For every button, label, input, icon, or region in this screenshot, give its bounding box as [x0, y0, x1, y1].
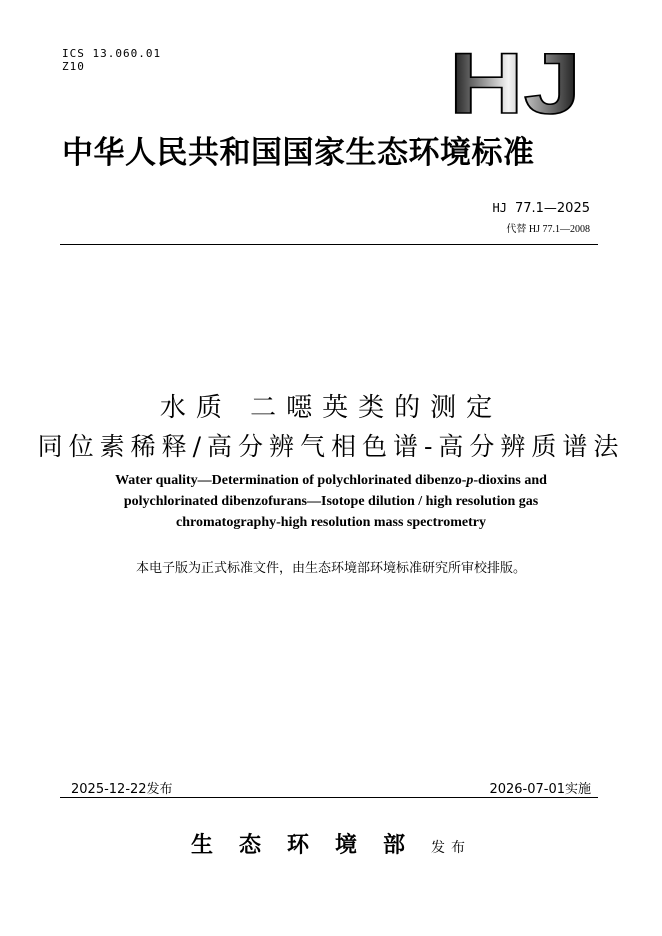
english-title-line-2: polychlorinated dibenzofurans—Isotope dilution / high resolution gas	[123, 494, 539, 509]
chinese-title-line-1: 水质 二噁英类的测定	[159, 393, 503, 423]
implementation-date: 2026-07-01实施	[489, 782, 591, 797]
hj-logo	[448, 48, 582, 118]
english-title	[70, 470, 592, 533]
electronic-edition-note: 本电子版为正式标准文件，由生态环境部环境标准研究所审校排版。	[135, 561, 526, 576]
chinese-title-line-2: 同位素稀释/高分辨气相色谱-高分辨质谱法	[37, 432, 625, 461]
ics-classification	[62, 47, 161, 73]
standard-prefix: HJ	[492, 201, 507, 215]
issue-date: 2025-12-22发布	[71, 782, 173, 797]
logo-text: HJ	[449, 48, 581, 118]
issuing-authority	[0, 828, 662, 859]
standard-category-title: 中华人民共和国国家生态环境标准	[62, 135, 535, 171]
ccs-code: Z10	[62, 60, 85, 73]
issuer-action: 发布	[431, 840, 471, 856]
bottom-divider	[60, 797, 598, 798]
replaces-standard: 代替 HJ 77.1—2008	[506, 224, 590, 235]
ics-code: ICS 13.060.01	[62, 47, 162, 60]
top-divider	[60, 244, 598, 245]
standard-number-value: 77.1—2025	[514, 201, 590, 216]
english-title-line-3: chromatography-high resolution mass spectrometry	[176, 515, 486, 530]
issuer-name: 生态环境部	[190, 832, 431, 858]
standard-number	[493, 201, 590, 216]
english-title-line-1: Water quality—Determination of polychlorinated dibenzo-p-dioxins and	[115, 473, 547, 488]
